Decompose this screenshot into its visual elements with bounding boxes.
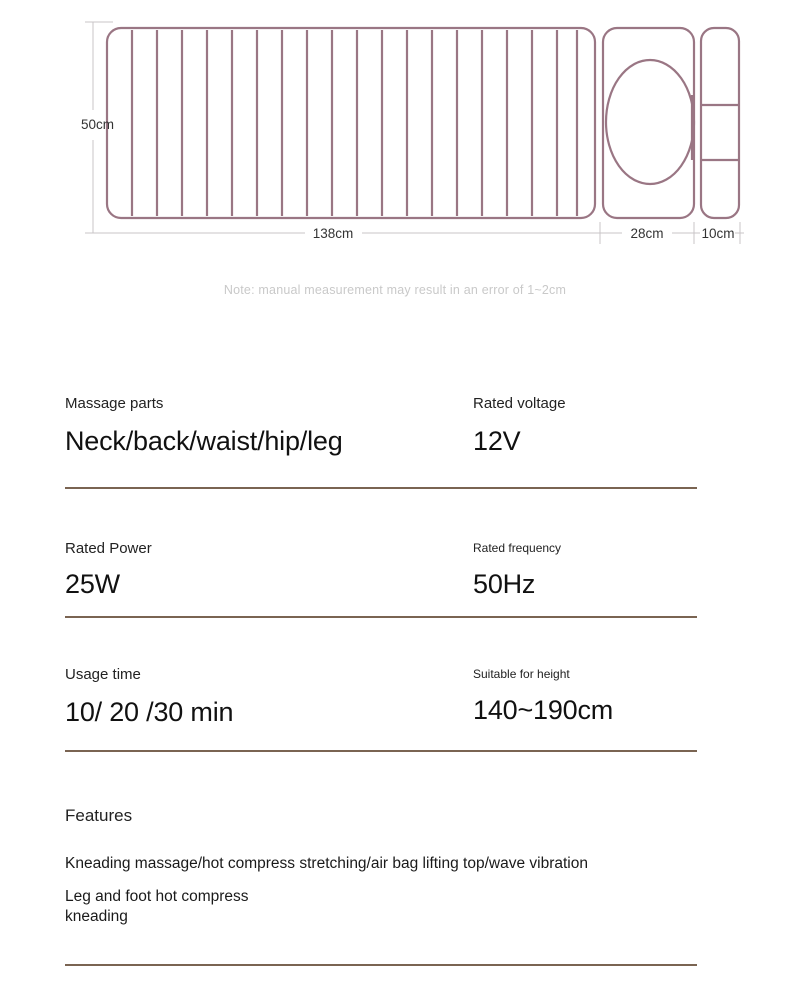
spec-row — [0, 493, 790, 622]
spec-cell-massage-parts — [65, 395, 343, 457]
spec-cell-rated-power — [65, 540, 152, 600]
features-line: Leg and foot hot compress — [65, 888, 249, 905]
spec-label: Rated voltage — [473, 395, 566, 412]
spec-row — [0, 622, 790, 758]
row-divider — [65, 487, 697, 489]
dimension-drawing — [0, 0, 790, 270]
spec-value: 25W — [65, 569, 120, 599]
seat-panel — [603, 28, 694, 218]
dimension-label-height: 50cm — [81, 117, 115, 132]
features-block — [0, 758, 790, 1001]
row-divider — [65, 750, 697, 752]
dimension-guides — [85, 22, 744, 244]
features-title: Features — [65, 806, 133, 825]
spec-value: 12V — [473, 426, 521, 456]
spec-value: 50Hz — [473, 569, 536, 599]
spec-cell-usage-time — [65, 666, 233, 728]
spec-label: Rated frequency — [473, 541, 562, 555]
row-divider — [65, 964, 697, 966]
spec-cell-rated-voltage — [473, 395, 566, 457]
main-mat-panel — [107, 28, 595, 218]
spec-row — [0, 330, 790, 493]
dimension-label-foot-width: 10cm — [701, 226, 735, 241]
spec-cell-suitable-height — [473, 667, 613, 726]
spec-label: Rated Power — [65, 540, 152, 557]
dimension-label-seat-width: 28cm — [630, 226, 664, 241]
specification-table — [0, 330, 790, 1001]
product-dimension-diagram — [0, 0, 790, 330]
features-line: kneading — [65, 908, 128, 925]
spec-label: Suitable for height — [473, 667, 570, 681]
measurement-note: Note: manual measurement may result in an error of 1~2cm — [223, 283, 567, 297]
foot-panel — [701, 28, 739, 218]
spec-cell-rated-frequency — [473, 541, 561, 600]
spec-label: Massage parts — [65, 395, 164, 412]
spec-value: Neck/back/waist/hip/leg — [65, 426, 343, 456]
dimension-label-main-width: 138cm — [312, 226, 354, 241]
spec-value: 140~190cm — [473, 695, 614, 725]
spec-label: Usage time — [65, 666, 141, 683]
row-divider — [65, 616, 697, 618]
features-line: Kneading massage/hot compress stretching/air bag lifting top/wave vibration — [65, 855, 588, 872]
spec-value: 10/ 20 /30 min — [65, 697, 234, 727]
